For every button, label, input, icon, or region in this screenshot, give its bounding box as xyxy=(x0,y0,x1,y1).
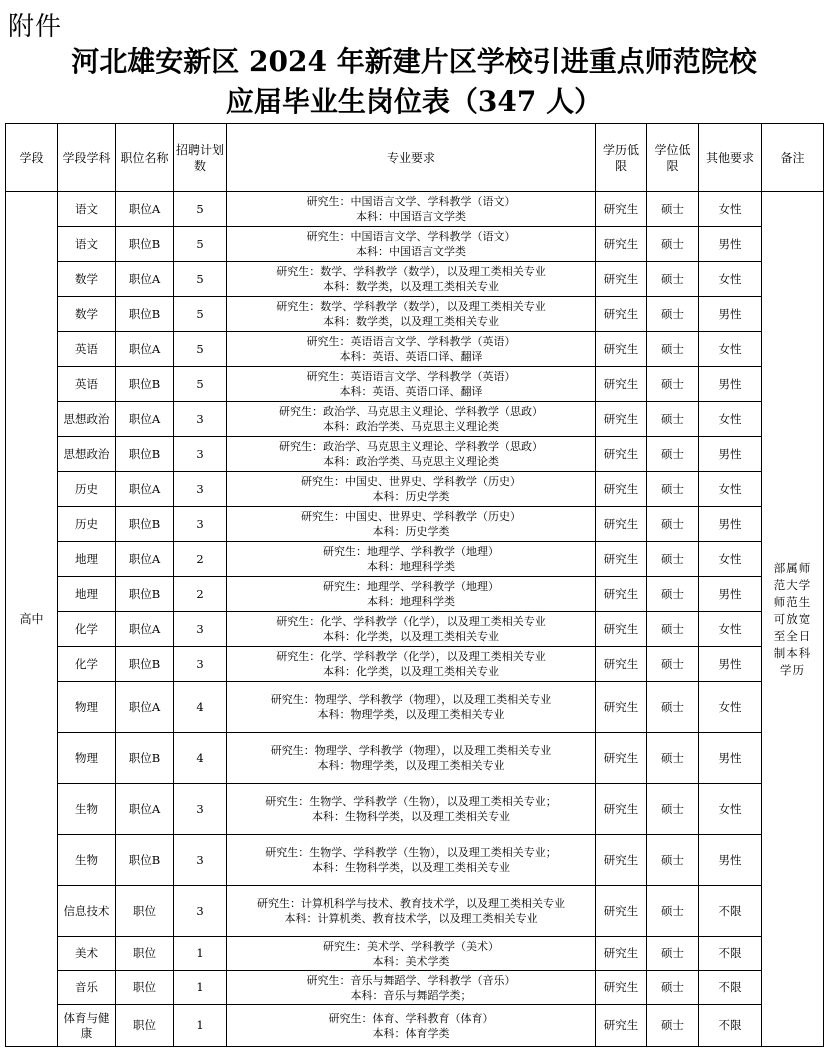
subject-cell: 英语 xyxy=(58,367,116,402)
edu-cell: 研究生 xyxy=(596,647,647,682)
subject-cell: 地理 xyxy=(58,577,116,612)
major-graduate: 研究生：生物学、学科教学（生物），以及理工类相关专业； xyxy=(265,795,557,808)
edu-cell: 研究生 xyxy=(596,262,647,297)
degree-cell: 硕士 xyxy=(647,437,699,472)
count-cell: 3 xyxy=(174,835,227,886)
count-cell: 1 xyxy=(174,1005,227,1047)
count-cell: 5 xyxy=(174,367,227,402)
subject-cell: 思想政治 xyxy=(58,402,116,437)
positions-table xyxy=(5,123,824,1047)
degree-cell: 硕士 xyxy=(647,577,699,612)
major-undergraduate: 本科：音乐与舞蹈学类； xyxy=(350,988,472,1002)
header-position: 职位名称 xyxy=(116,124,174,192)
table-row xyxy=(6,227,824,262)
degree-cell: 硕士 xyxy=(647,472,699,507)
subject-cell: 历史 xyxy=(58,507,116,542)
degree-cell: 硕士 xyxy=(647,402,699,437)
major-graduate: 研究生：政治学、马克思主义理论、学科教学（思政） xyxy=(279,440,543,453)
table-row xyxy=(6,647,824,682)
position-cell: 职位A xyxy=(116,472,174,507)
subject-cell: 体育与健康 xyxy=(58,1005,116,1047)
major-undergraduate: 本科：物理学类，以及理工类相关专业 xyxy=(317,759,505,772)
major-undergraduate: 本科：数学类，以及理工类相关专业 xyxy=(323,280,499,293)
position-cell: 职位 xyxy=(116,971,174,1005)
major-graduate: 研究生：物理学、学科教学（物理），以及理工类相关专业 xyxy=(270,744,552,757)
page-title-line-2: 应届毕业生岗位表（347 人） xyxy=(225,85,603,118)
major-undergraduate: 本科：政治学类、马克思主义理论类 xyxy=(323,455,499,468)
major-undergraduate: 本科：数学类，以及理工类相关专业 xyxy=(323,315,499,328)
header-note: 备注 xyxy=(762,124,824,192)
count-cell: 1 xyxy=(174,971,227,1005)
subject-cell: 历史 xyxy=(58,472,116,507)
table-row xyxy=(6,835,824,886)
other-cell: 不限 xyxy=(699,1005,762,1047)
edu-cell: 研究生 xyxy=(596,472,647,507)
position-cell: 职位B xyxy=(116,507,174,542)
table-row xyxy=(6,612,824,647)
header-major: 专业要求 xyxy=(227,124,596,192)
degree-cell: 硕士 xyxy=(647,1005,699,1047)
major-undergraduate: 本科：中国语言文学类 xyxy=(356,245,466,258)
degree-cell: 硕士 xyxy=(647,367,699,402)
major-graduate: 研究生：地理学、学科教学（地理） xyxy=(323,545,499,558)
major-graduate: 研究生：英语语言文学、学科教学（英语） xyxy=(306,370,516,383)
count-cell: 5 xyxy=(174,297,227,332)
other-cell: 女性 xyxy=(699,262,762,297)
major-graduate: 研究生：数学、学科教学（数学），以及理工类相关专业 xyxy=(276,265,546,278)
subject-cell: 生物 xyxy=(58,835,116,886)
position-cell: 职位B xyxy=(116,437,174,472)
edu-cell: 研究生 xyxy=(596,192,647,227)
other-cell: 女性 xyxy=(699,682,762,733)
major-undergraduate: 本科：地理科学类 xyxy=(367,560,455,573)
position-cell: 职位A xyxy=(116,542,174,577)
major-undergraduate: 本科：中国语言文学类 xyxy=(356,210,466,223)
other-cell: 女性 xyxy=(699,192,762,227)
major-cell xyxy=(227,297,596,332)
count-cell: 5 xyxy=(174,192,227,227)
major-undergraduate: 本科：历史学类 xyxy=(372,490,450,503)
major-graduate: 研究生：中国语言文学、学科教学（语文） xyxy=(306,195,516,208)
edu-cell: 研究生 xyxy=(596,1005,647,1047)
degree-cell: 硕士 xyxy=(647,262,699,297)
position-cell: 职位B xyxy=(116,835,174,886)
major-cell xyxy=(227,577,596,612)
table-row xyxy=(6,367,824,402)
count-cell: 3 xyxy=(174,612,227,647)
count-cell: 3 xyxy=(174,472,227,507)
major-cell xyxy=(227,367,596,402)
degree-cell: 硕士 xyxy=(647,733,699,784)
major-cell xyxy=(227,937,596,971)
other-cell: 男性 xyxy=(699,367,762,402)
degree-cell: 硕士 xyxy=(647,835,699,886)
major-cell xyxy=(227,1005,596,1047)
edu-cell: 研究生 xyxy=(596,971,647,1005)
major-graduate: 研究生：化学、学科教学（化学），以及理工类相关专业 xyxy=(276,615,546,628)
header-degree: 学位低限 xyxy=(647,124,699,192)
position-cell: 职位A xyxy=(116,784,174,835)
subject-cell: 数学 xyxy=(58,262,116,297)
major-undergraduate: 本科：化学类，以及理工类相关专业 xyxy=(323,665,499,678)
other-cell: 不限 xyxy=(699,971,762,1005)
major-graduate: 研究生：数学、学科教学（数学），以及理工类相关专业 xyxy=(276,300,546,313)
major-undergraduate: 本科：历史学类 xyxy=(372,525,450,538)
major-graduate: 研究生：英语语言文学、学科教学（英语） xyxy=(306,335,516,348)
subject-cell: 地理 xyxy=(58,542,116,577)
position-cell: 职位B xyxy=(116,733,174,784)
major-graduate: 研究生：化学、学科教学（化学），以及理工类相关专业 xyxy=(276,650,546,663)
subject-cell: 语文 xyxy=(58,227,116,262)
degree-cell: 硕士 xyxy=(647,784,699,835)
table-row xyxy=(6,542,824,577)
other-cell: 女性 xyxy=(699,542,762,577)
position-cell: 职位B xyxy=(116,227,174,262)
major-cell xyxy=(227,472,596,507)
major-cell xyxy=(227,542,596,577)
major-cell xyxy=(227,507,596,542)
header-stage: 学段 xyxy=(6,124,58,192)
position-cell: 职位 xyxy=(116,937,174,971)
major-cell xyxy=(227,612,596,647)
position-cell: 职位 xyxy=(116,886,174,937)
other-cell: 女性 xyxy=(699,472,762,507)
degree-cell: 硕士 xyxy=(647,682,699,733)
page-title-line-1: 河北雄安新区 2024 年新建片区学校引进重点师范院校 xyxy=(71,45,757,78)
position-cell: 职位A xyxy=(116,402,174,437)
major-undergraduate: 本科：美术学类 xyxy=(372,954,450,968)
other-cell: 女性 xyxy=(699,332,762,367)
header-row xyxy=(6,124,824,192)
major-undergraduate: 本科：生物科学类，以及理工类相关专业 xyxy=(312,810,510,823)
table-row xyxy=(6,297,824,332)
edu-cell: 研究生 xyxy=(596,542,647,577)
subject-cell: 美术 xyxy=(58,937,116,971)
count-cell: 1 xyxy=(174,937,227,971)
major-cell xyxy=(227,227,596,262)
degree-cell: 硕士 xyxy=(647,937,699,971)
count-cell: 3 xyxy=(174,507,227,542)
position-cell: 职位B xyxy=(116,367,174,402)
major-graduate: 研究生：地理学、学科教学（地理） xyxy=(323,580,499,593)
header-other: 其他要求 xyxy=(699,124,762,192)
table-row xyxy=(6,437,824,472)
table-row xyxy=(6,971,824,1005)
major-undergraduate: 本科：英语、英语口译、翻译 xyxy=(339,385,483,398)
degree-cell: 硕士 xyxy=(647,647,699,682)
edu-cell: 研究生 xyxy=(596,784,647,835)
position-cell: 职位A xyxy=(116,262,174,297)
count-cell: 3 xyxy=(174,647,227,682)
header-subject: 学段学科 xyxy=(58,124,116,192)
degree-cell: 硕士 xyxy=(647,507,699,542)
other-cell: 女性 xyxy=(699,612,762,647)
degree-cell: 硕士 xyxy=(647,297,699,332)
subject-cell: 化学 xyxy=(58,647,116,682)
degree-cell: 硕士 xyxy=(647,332,699,367)
degree-cell: 硕士 xyxy=(647,886,699,937)
subject-cell: 英语 xyxy=(58,332,116,367)
edu-cell: 研究生 xyxy=(596,367,647,402)
subject-cell: 物理 xyxy=(58,733,116,784)
major-graduate: 研究生：中国史、世界史、学科教学（历史） xyxy=(301,510,521,523)
subject-cell: 信息技术 xyxy=(58,886,116,937)
position-cell: 职位A xyxy=(116,192,174,227)
edu-cell: 研究生 xyxy=(596,227,647,262)
table-row xyxy=(6,402,824,437)
edu-cell: 研究生 xyxy=(596,886,647,937)
edu-cell: 研究生 xyxy=(596,733,647,784)
other-cell: 男性 xyxy=(699,227,762,262)
position-cell: 职位A xyxy=(116,332,174,367)
edu-cell: 研究生 xyxy=(596,937,647,971)
major-cell xyxy=(227,402,596,437)
other-cell: 不限 xyxy=(699,937,762,971)
other-cell: 男性 xyxy=(699,297,762,332)
position-cell: 职位B xyxy=(116,577,174,612)
major-graduate: 研究生：中国语言文学、学科教学（语文） xyxy=(306,230,516,243)
table-row xyxy=(6,733,824,784)
table-row xyxy=(6,472,824,507)
edu-cell: 研究生 xyxy=(596,507,647,542)
subject-cell: 语文 xyxy=(58,192,116,227)
major-undergraduate: 本科：化学类，以及理工类相关专业 xyxy=(323,630,499,643)
edu-cell: 研究生 xyxy=(596,577,647,612)
major-graduate: 研究生：体育、学科教育（体育） xyxy=(328,1011,494,1025)
major-graduate: 研究生：物理学、学科教学（物理），以及理工类相关专业 xyxy=(270,693,552,706)
major-graduate: 研究生：生物学、学科教学（生物），以及理工类相关专业； xyxy=(265,846,557,859)
count-cell: 5 xyxy=(174,262,227,297)
table-row xyxy=(6,192,824,227)
degree-cell: 硕士 xyxy=(647,192,699,227)
degree-cell: 硕士 xyxy=(647,612,699,647)
edu-cell: 研究生 xyxy=(596,437,647,472)
note-cell: 部属师范大学师范生可放宽至全日制本科学历 xyxy=(762,192,824,1047)
major-cell xyxy=(227,971,596,1005)
table-row xyxy=(6,886,824,937)
count-cell: 3 xyxy=(174,784,227,835)
other-cell: 男性 xyxy=(699,733,762,784)
subject-cell: 生物 xyxy=(58,784,116,835)
major-cell xyxy=(227,733,596,784)
edu-cell: 研究生 xyxy=(596,835,647,886)
count-cell: 3 xyxy=(174,402,227,437)
table-row xyxy=(6,332,824,367)
edu-cell: 研究生 xyxy=(596,297,647,332)
major-cell xyxy=(227,192,596,227)
degree-cell: 硕士 xyxy=(647,227,699,262)
count-cell: 5 xyxy=(174,227,227,262)
subject-cell: 音乐 xyxy=(58,971,116,1005)
edu-cell: 研究生 xyxy=(596,332,647,367)
attachment-label: 附件 xyxy=(8,12,63,42)
count-cell: 3 xyxy=(174,886,227,937)
count-cell: 4 xyxy=(174,682,227,733)
major-undergraduate: 本科：体育学类 xyxy=(372,1026,450,1040)
subject-cell: 化学 xyxy=(58,612,116,647)
other-cell: 男性 xyxy=(699,577,762,612)
stage-cell: 高中 xyxy=(6,192,58,1047)
other-cell: 男性 xyxy=(699,507,762,542)
major-cell xyxy=(227,647,596,682)
count-cell: 4 xyxy=(174,733,227,784)
other-cell: 男性 xyxy=(699,437,762,472)
subject-cell: 数学 xyxy=(58,297,116,332)
major-cell xyxy=(227,332,596,367)
major-undergraduate: 本科：物理学类，以及理工类相关专业 xyxy=(317,708,505,721)
major-undergraduate: 本科：生物科学类，以及理工类相关专业 xyxy=(312,861,510,874)
table-row xyxy=(6,577,824,612)
edu-cell: 研究生 xyxy=(596,612,647,647)
table-row xyxy=(6,937,824,971)
count-cell: 2 xyxy=(174,577,227,612)
major-graduate: 研究生：计算机科学与技术、教育技术学，以及理工类相关专业 xyxy=(257,897,565,910)
other-cell: 女性 xyxy=(699,402,762,437)
other-cell: 女性 xyxy=(699,784,762,835)
subject-cell: 思想政治 xyxy=(58,437,116,472)
table-row xyxy=(6,784,824,835)
degree-cell: 硕士 xyxy=(647,542,699,577)
table-row xyxy=(6,1005,824,1047)
table-row xyxy=(6,262,824,297)
other-cell: 不限 xyxy=(699,886,762,937)
major-graduate: 研究生：政治学、马克思主义理论、学科教学（思政） xyxy=(279,405,543,418)
position-cell: 职位 xyxy=(116,1005,174,1047)
header-count: 招聘计划数 xyxy=(174,124,227,192)
major-cell xyxy=(227,262,596,297)
major-cell xyxy=(227,784,596,835)
table-row xyxy=(6,682,824,733)
other-cell: 男性 xyxy=(699,835,762,886)
major-cell xyxy=(227,835,596,886)
count-cell: 2 xyxy=(174,542,227,577)
major-cell xyxy=(227,886,596,937)
position-cell: 职位A xyxy=(116,612,174,647)
major-graduate: 研究生：中国史、世界史、学科教学（历史） xyxy=(301,475,521,488)
table-row xyxy=(6,507,824,542)
count-cell: 3 xyxy=(174,437,227,472)
other-cell: 男性 xyxy=(699,647,762,682)
header-edu: 学历低限 xyxy=(596,124,647,192)
major-undergraduate: 本科：地理科学类 xyxy=(367,595,455,608)
count-cell: 5 xyxy=(174,332,227,367)
major-cell xyxy=(227,437,596,472)
subject-cell: 物理 xyxy=(58,682,116,733)
position-cell: 职位B xyxy=(116,647,174,682)
major-undergraduate: 本科：政治学类、马克思主义理论类 xyxy=(323,420,499,433)
edu-cell: 研究生 xyxy=(596,682,647,733)
degree-cell: 硕士 xyxy=(647,971,699,1005)
major-graduate: 研究生：美术学、学科教学（美术） xyxy=(323,939,499,953)
major-undergraduate: 本科：英语、英语口译、翻译 xyxy=(339,350,483,363)
position-cell: 职位B xyxy=(116,297,174,332)
major-undergraduate: 本科：计算机类、教育技术学，以及理工类相关专业 xyxy=(284,912,538,925)
position-cell: 职位A xyxy=(116,682,174,733)
major-cell xyxy=(227,682,596,733)
edu-cell: 研究生 xyxy=(596,402,647,437)
major-graduate: 研究生：音乐与舞蹈学、学科教学（音乐） xyxy=(306,973,516,987)
